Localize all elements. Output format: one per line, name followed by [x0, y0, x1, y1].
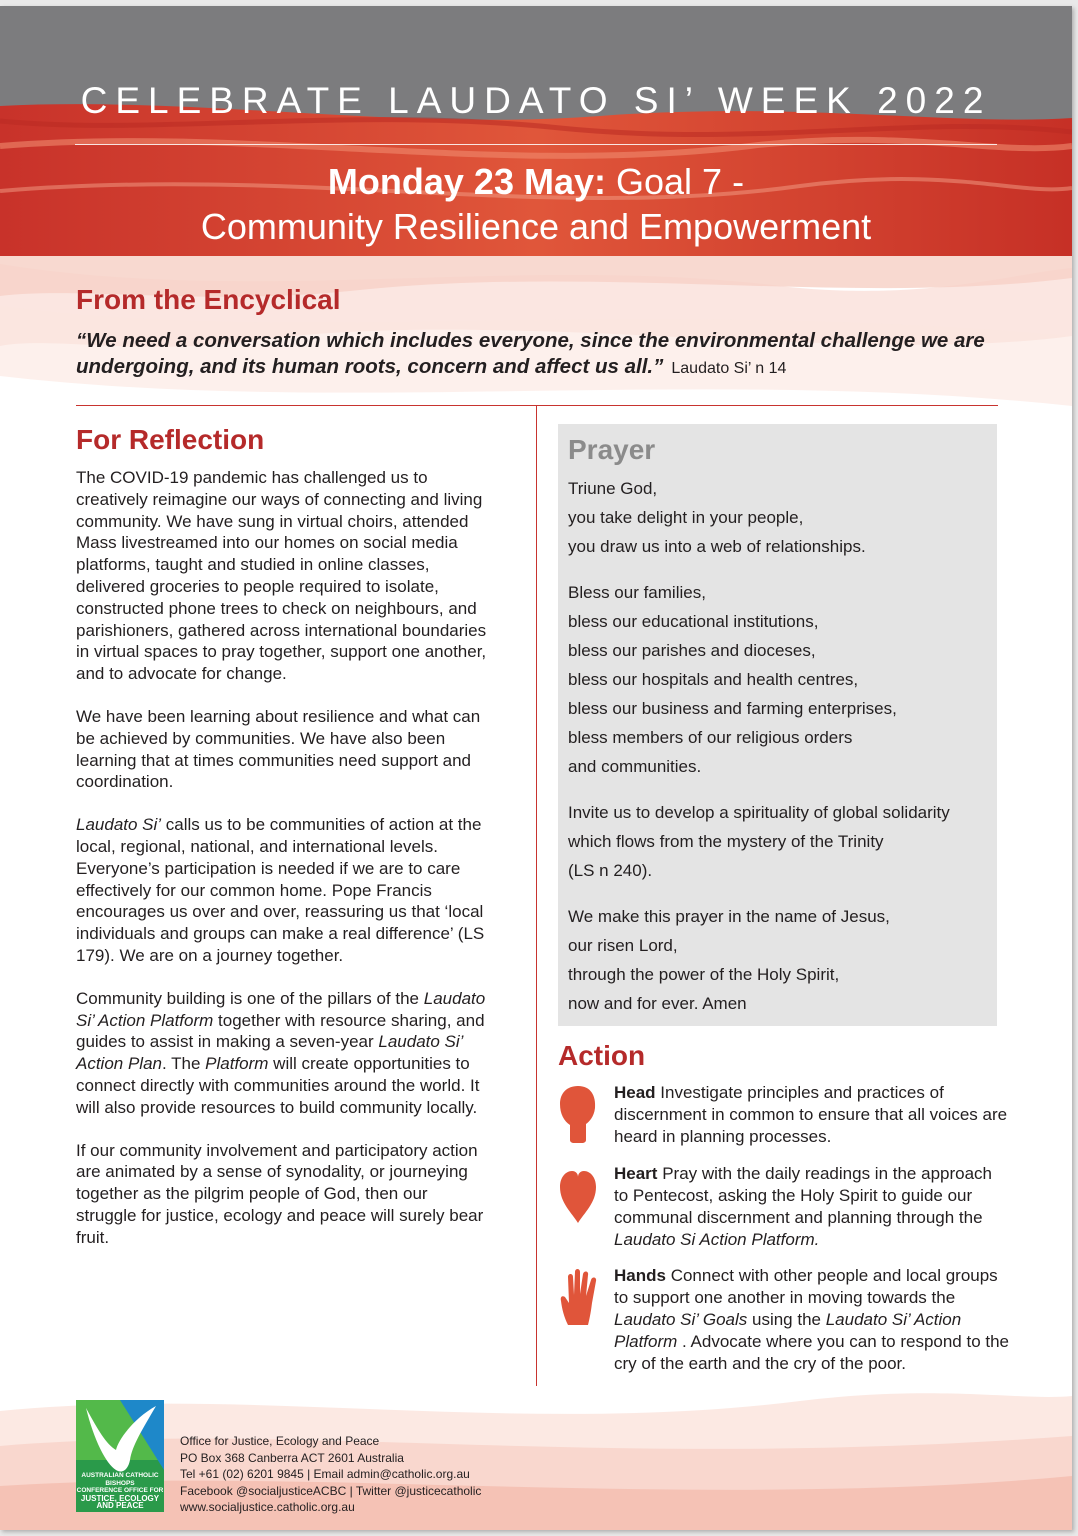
reflection-paragraph: The COVID-19 pandemic has challenged us to creatively reimagine our ways of connecting and living community. We have sung in virtual choirs, attended Mass livestreamed into our homes on social media platforms, taught and studied in online classes, delivered groceries to people required to isolate, constructed phone trees to check on neighbours, and parishioners, gathered across international boundaries in virtual spaces to pray together, support one another, and to advocate for change.	[76, 468, 487, 684]
encyclical-quote	[76, 328, 1006, 382]
head-icon	[558, 1084, 598, 1144]
italic-text: Platform	[205, 1054, 269, 1074]
prayer-panel	[558, 424, 997, 1026]
logo-line: JUSTICE, ECOLOGY	[80, 1493, 160, 1503]
prayer-line: (LS n 240).	[568, 861, 653, 880]
reflection-paragraph: We have been learning about resilience and what can be achieved by communities. We have also been learning that at times communities need support and coordination.	[76, 706, 481, 792]
page-title: CELEBRATE LAUDATO SI’ WEEK 2022	[80, 80, 992, 121]
prayer-line: which flows from the mystery of the Trinity	[568, 832, 884, 851]
reflection-paragraph	[76, 988, 488, 1119]
italic-text: Laudato Si Action Platform.	[614, 1230, 820, 1249]
paragraph-text: together with resource sharing, and guides to assist in making a seven-year	[76, 1010, 485, 1052]
prayer-heading: Prayer	[568, 434, 656, 465]
section-divider	[76, 405, 998, 406]
footer-social: Facebook @socialjusticeACBC | Twitter @justicecatholic	[180, 1483, 482, 1498]
hand-icon	[558, 1267, 602, 1327]
organisation-logo	[76, 1400, 164, 1512]
encyclical-heading: From the Encyclical	[76, 284, 341, 315]
day-label: Monday 23 May:	[327, 161, 606, 202]
action-text: Pray with the daily readings in the approach to Pentecost, asking the Holy Spirit to guide our communal discernment and planning through the	[614, 1164, 992, 1227]
prayer-line: and communities.	[568, 757, 702, 776]
prayer-line: Triune God,	[568, 479, 658, 498]
reflection-paragraph	[76, 814, 488, 967]
prayer-line: you draw us into a web of relationships.	[568, 537, 866, 556]
action-label: Hands	[614, 1266, 666, 1285]
prayer-line: Invite us to develop a spirituality of global solidarity	[568, 803, 950, 822]
logo-line: CONFERENCE OFFICE FOR	[76, 1487, 164, 1494]
reflection-heading: For Reflection	[76, 424, 265, 455]
footer-website-link[interactable]: www.socialjustice.catholic.org.au	[180, 1500, 355, 1515]
header-divider	[75, 144, 997, 145]
column-divider	[536, 406, 537, 1386]
day-goal-heading	[0, 161, 1072, 203]
logo-text	[76, 1472, 164, 1510]
prayer-stanza	[568, 798, 993, 885]
prayer-line: our risen Lord,	[568, 936, 678, 955]
prayer-stanza	[568, 902, 993, 1018]
prayer-line: bless our business and farming enterprises,	[568, 699, 897, 718]
goal-label: Goal 7 -	[616, 161, 745, 202]
paragraph-text: Community building is one of the pillars of the	[76, 988, 424, 1008]
prayer-stanza	[568, 578, 993, 781]
reflection-body	[76, 467, 488, 1270]
action-text: Connect with other people and local groups to support one another in moving towards the	[614, 1266, 998, 1307]
italic-text: Laudato Si’ Action Platform	[76, 988, 486, 1030]
quote-citation: Laudato Si’ n 14	[671, 360, 787, 377]
paragraph-text: will create opportunities to connect directly with communities around the world. It will also provide resources to build community locally.	[76, 1054, 480, 1117]
logo-line: AUSTRALIAN CATHOLIC BISHOPS	[81, 1472, 159, 1487]
paragraph-text: . The	[162, 1054, 206, 1074]
heart-icon	[558, 1167, 598, 1227]
prayer-line: bless our parishes and dioceses,	[568, 641, 816, 660]
italic-text: Laudato Si’ Action Plan	[76, 1032, 463, 1074]
footer-address: PO Box 368 Canberra ACT 2601 Australia	[180, 1450, 404, 1465]
action-text: Investigate principles and practices of discernment in common to ensure that all voices are heard in planning processes.	[614, 1083, 1008, 1146]
prayer-line: now and for ever. Amen	[568, 994, 747, 1013]
action-head-text	[614, 1082, 1009, 1148]
document-page	[0, 6, 1072, 1530]
action-label: Head	[614, 1083, 656, 1102]
action-heart-text	[614, 1163, 1009, 1251]
prayer-line: through the power of the Holy Spirit,	[568, 965, 840, 984]
reflection-paragraph: If our community involvement and participatory action are animated by a sense of synodality, or journeying together as the pilgrim people of God, then our struggle for justice, ecology and peace will surely bear fruit.	[76, 1140, 484, 1247]
action-label: Heart	[614, 1164, 658, 1183]
prayer-line: We make this prayer in the name of Jesus,	[568, 907, 890, 926]
action-text: using the	[747, 1310, 826, 1329]
footer-phone-email: Tel +61 (02) 6201 9845 | Email admin@catholic.org.au	[180, 1467, 470, 1482]
italic-text: Laudato Si’ Action Platform	[614, 1310, 962, 1351]
prayer-line: bless our educational institutions,	[568, 612, 819, 631]
contact-footer	[180, 1433, 481, 1516]
goal-title: Community Resilience and Empowerment	[200, 206, 872, 247]
italic-text: Laudato Si’	[76, 815, 162, 835]
action-text: . Advocate where you can to respond to the cry of the earth and the cry of the poor.	[614, 1332, 1010, 1373]
logo-line: AND PEACE	[96, 1501, 144, 1510]
action-heading: Action	[558, 1040, 646, 1071]
action-hands-text	[614, 1265, 1009, 1375]
paragraph-text: calls us to be communities of action at the local, regional, national, and international levels. Everyone’s participation is needed if we are to care effectively for our common home. Pope Francis encourages us over and over, reassuring us that ‘local individuals and groups can make a real difference’ (LS 179). We are on a journey together.	[76, 815, 485, 965]
prayer-line: bless our hospitals and health centres,	[568, 670, 859, 689]
prayer-line: Bless our families,	[568, 583, 706, 602]
prayer-body	[568, 474, 993, 1035]
prayer-line: you take delight in your people,	[568, 508, 804, 527]
italic-text: Laudato Si’ Goals	[614, 1310, 748, 1329]
footer-office: Office for Justice, Ecology and Peace	[180, 1434, 380, 1448]
prayer-stanza	[568, 474, 993, 561]
prayer-line: bless members of our religious orders	[568, 728, 853, 747]
quote-text: “We need a conversation which includes everyone, since the environmental challenge we are undergoing, and its human roots, concern and affect us all.”	[76, 329, 985, 378]
